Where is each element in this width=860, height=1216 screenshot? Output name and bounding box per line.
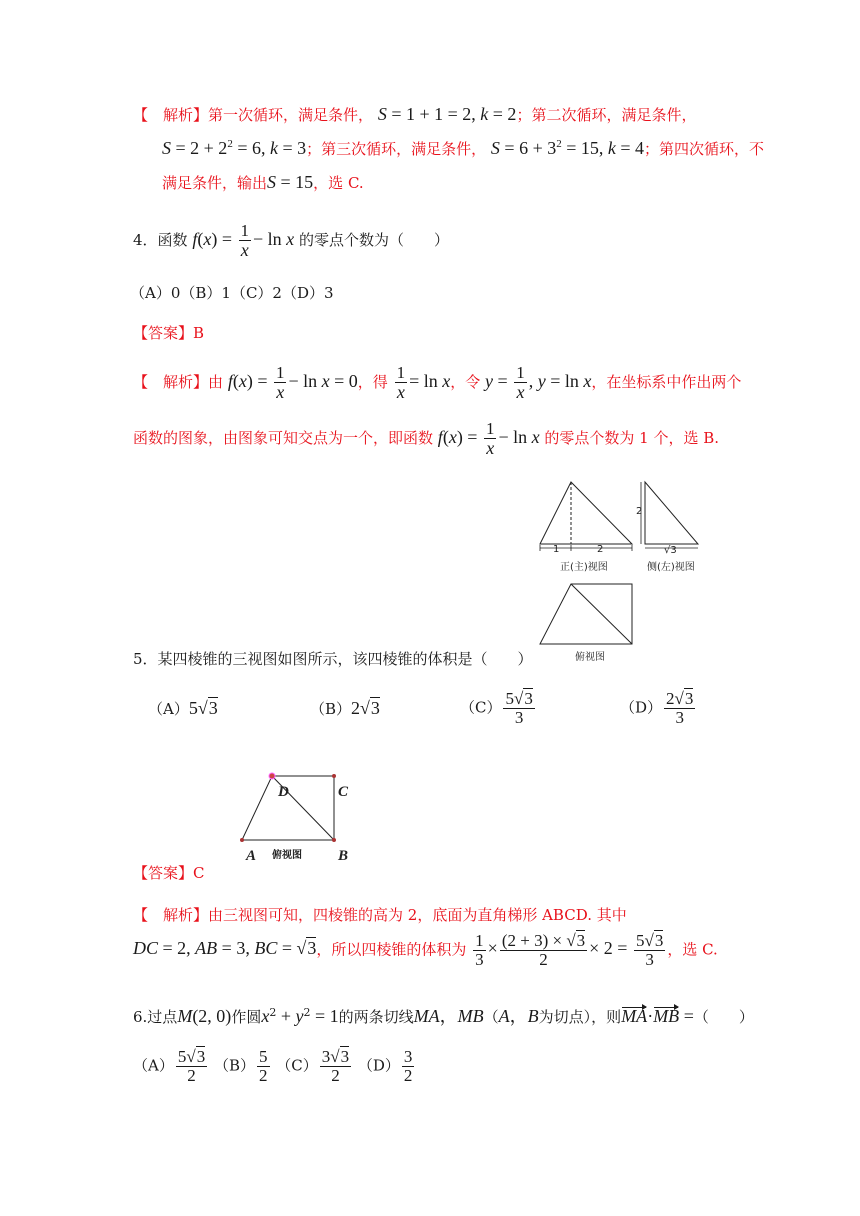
diagram-caption: 俯视图 [272, 850, 302, 861]
q3-solution-label: 【 解析】 [133, 106, 209, 124]
formula: $S = 6 + 3^2 = 15$, k = 4 [490, 138, 645, 158]
q3-solution-line-1: 【 解析】第一次循环，满足条件， S = 1 + 1 = 2, k = 2；第二次循环，满足条件， [133, 104, 697, 124]
q4-stem: 4．函数 f(x) = $\frac{1}{x}$ − ln x 的零点个数为（ ） [133, 221, 449, 260]
point-label-a: A [246, 848, 257, 864]
q5-option-b: （B）2√3 [310, 698, 380, 718]
dim-sqrt3-label: √3 [664, 545, 677, 556]
top-view-caption: 俯视图 [575, 652, 605, 663]
point-label-d: D [278, 784, 289, 800]
q6-stem: 6.过点M(2, 0)作圆$x^2 + y^2 = 1$的两条切线MA，MB（A，B为切点），则MA·MB =（ ） [133, 1006, 754, 1026]
front-view-triangle [540, 482, 632, 544]
dim-height-label: 2 [636, 506, 643, 517]
vertex-marker-d [269, 773, 275, 779]
dim-1-label: 1 [553, 544, 560, 555]
q5-stem: 5．某四棱锥的三视图如图所示，该四棱锥的体积是（ ） [133, 650, 533, 668]
q5-option-a: （A）5√3 [148, 698, 218, 718]
three-view-figure [530, 478, 710, 668]
q5-answer: 【答案】C [133, 864, 205, 882]
q3-solution-line-3: 满足条件，输出S = 15，选 C. [162, 172, 364, 192]
q4-options: （A）0（B）1（C）2（D）3 [130, 284, 334, 302]
q5-options [148, 690, 708, 732]
q4-solution-line-1: 【 解析】由 f(x) = $\frac{1}{x}$ − ln x = 0，得 $\frac{1}{x}$ = ln x，令 y = $\frac{1}{x}$ , y = ln x，在坐标系中作出两个 [133, 363, 742, 402]
q6-options: （A） $\frac{5√3}{2}$ （B） $\frac{5}{2}$ （C） $\frac{3√3}{2}$ （D） $\frac{3}{2}$ [133, 1047, 413, 1085]
formula: $S = 2 + 2^2 = 6$, k = 3 [162, 138, 307, 158]
formula: S = 15 [267, 172, 314, 192]
side-view-caption: 侧(左)视图 [647, 562, 695, 573]
dim-2-label: 2 [597, 544, 604, 555]
q4-solution-line-2: 函数的图象，由图象可知交点为一个，即函数 f(x) = $\frac{1}{x}$ − ln x 的零点个数为 1 个，选 B. [133, 419, 720, 458]
formula: S = 1 + 1 = 2, k = 2 [377, 104, 517, 124]
q5-option-c: （C） $\frac{5√3}{3}$ [460, 689, 533, 727]
point-label-b: B [338, 848, 349, 864]
point-label-c: C [338, 784, 349, 800]
side-view-triangle [645, 482, 698, 544]
q3-solution-line-2: $S = 2 + 2^2 = 6$, k = 3；第三次循环，满足条件， $S = 6 + 3^2 = 15$, k = 4；第四次循环，不 [162, 138, 765, 158]
front-view-caption: 正(主)视图 [560, 562, 608, 573]
abcd-diagram [230, 762, 360, 866]
q5-solution-line-1: 【 解析】由三视图可知，四棱锥的高为 2，底面为直角梯形 ABCD. 其中 [133, 906, 627, 924]
q5-option-d: （D） $\frac{2√3}{3}$ [620, 689, 694, 727]
vertex-marker-c [332, 774, 336, 778]
q4-answer: 【答案】B [133, 324, 205, 342]
top-view-diagonal [571, 584, 632, 644]
vertex-marker-a [240, 838, 244, 842]
top-view-shape [540, 584, 632, 644]
q5-solution-line-2: DC = 2, AB = 3, BC = √3，所以四棱锥的体积为 $\frac{1}{3}$ × $\frac{(2 + 3) \times √3}{2}$ × 2 = $\frac{5√3}{3}$ ，选 C. [133, 931, 718, 969]
vertex-marker-b [332, 838, 336, 842]
